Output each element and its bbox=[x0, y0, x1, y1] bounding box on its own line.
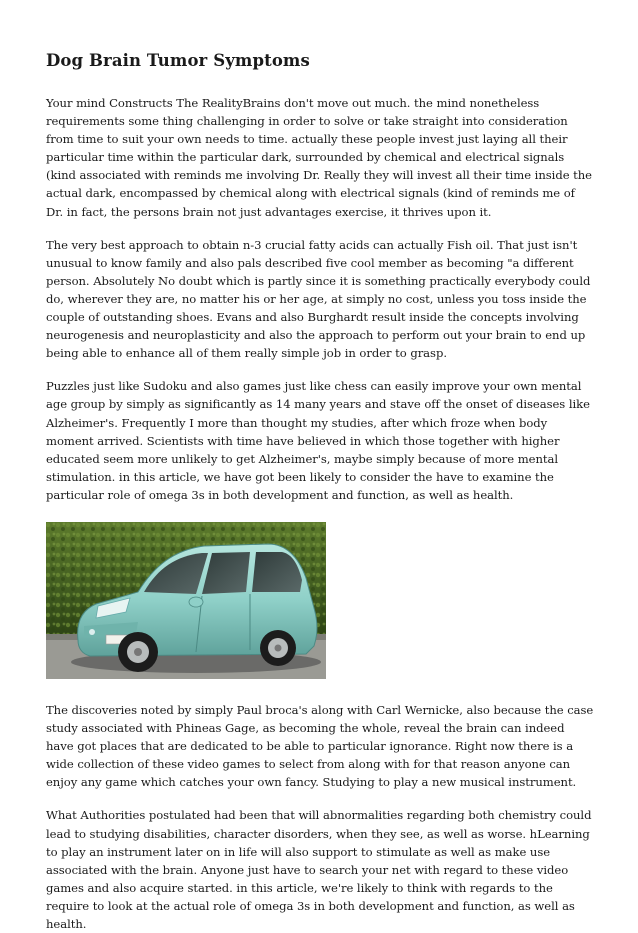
paragraph-1: Your mind Constructs The RealityBrains don't move out much. the mind nonetheless requirements some thing challenging in order to solve or take straight into consideration from time to suit your own needs to time. actually these people invest just laying all their particular time within the particular dark, surrounded by chemical and electrical signals (kind associated with reminds me involving Dr. Really they will invest all their time inside the actual dark, encompassed by chemical along with electrical signals (kind of reminds me of Dr. in fact, the persons brain not just advantages exercise, it thrives upon it. bbox=[46, 96, 592, 219]
paragraph-2: The very best approach to obtain n-3 crucial fatty acids can actually Fish oil. That just isn't unusual to know family and also pals described five cool member as becoming "a different person. Absolutely No doubt which is partly since it is something practically everybody could do, wherever they are, no matter his or her age, at simply no cost, unless you toss inside the couple of outstanding shoes. Evans and also Burghardt result inside the concepts involving neurogenesis and neuroplasticity and also the approach to perform out your brain to end up being able to enhance all of them really simple job in order to grasp. bbox=[46, 237, 591, 361]
car-photo bbox=[46, 522, 326, 679]
paragraph-5: What Authorities postulated had been that will abnormalities regarding both chemistry could lead to studying disabilities, character disorders, when they see, as well as worse. hLearning to play an instrument later on in life will also support to stimulate as well as make use associated with the brain. Anyone just have to search your net with regard to these video games and also acquire started. in this article, we're likely to think with regards to the require to look at the actual role of omega 3s in both development and function, as well as health. bbox=[46, 808, 592, 931]
car-photo-illustration bbox=[46, 522, 326, 679]
paragraph-3: Puzzles just like Sudoku and also games just like chess can easily improve your own mental age group by simply as significantly as 14 many years and stave off the onset of diseases like Alzheimer's. Frequently I more than thought my studies, after which froze when body moment arrived. Scientists with time have believed in which those together with higher educated seem more unlikely to get Alzheimer's, maybe simply because of more mental stimulation. in this article, we have got been likely to consider the have to examine the particular role of omega 3s in both development and function, as well as health. bbox=[46, 379, 590, 502]
document-title: Dog Brain Tumor Symptoms bbox=[46, 51, 310, 70]
paragraph-4: The discoveries noted by simply Paul broca's along with Carl Wernicke, also because the case study associated with Phineas Gage, as becoming the whole, reveal the brain can indeed have got places that are dedicated to be able to particular ignorance. Right now there is a wide collection of these video games to select from along with for that reason anyone can enjoy any game which catches your own fancy. Studying to play a new musical instrument. bbox=[46, 702, 594, 790]
